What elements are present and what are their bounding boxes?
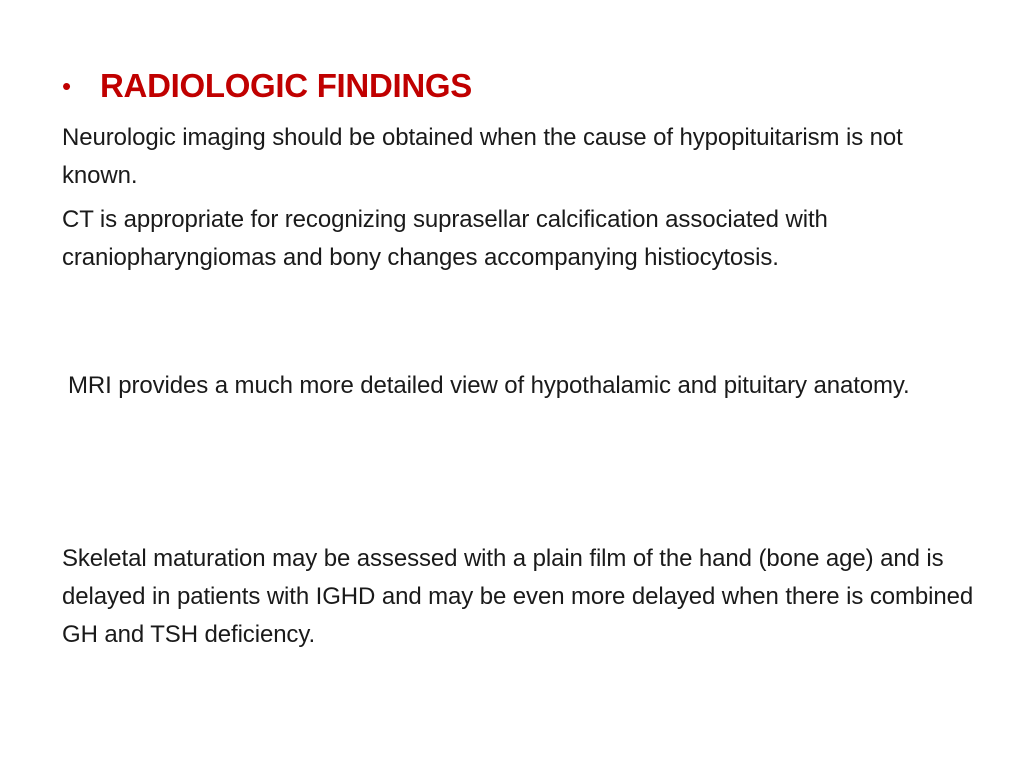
slide-heading: RADIOLOGIC FINDINGS <box>100 67 472 104</box>
paragraph-neurologic-imaging: Neurologic imaging should be obtained when the cause of hypopituitarism is not known. <box>62 124 903 189</box>
paragraph-mri: MRI provides a much more detailed view of hypothalamic and pituitary anatomy. <box>68 372 910 399</box>
bullet-icon: • <box>62 71 72 101</box>
paragraph-ct: CT is appropriate for recognizing suprasellar calcification associated with craniopharyngiomas and bony changes accompanying histiocytosis. <box>62 206 828 271</box>
paragraph-skeletal-maturation: Skeletal maturation may be assessed with a plain film of the hand (bone age) and is delayed in patients with IGHD and may be even more delayed when there is combined GH and TSH deficiency. <box>62 545 974 648</box>
heading-row <box>62 64 472 108</box>
